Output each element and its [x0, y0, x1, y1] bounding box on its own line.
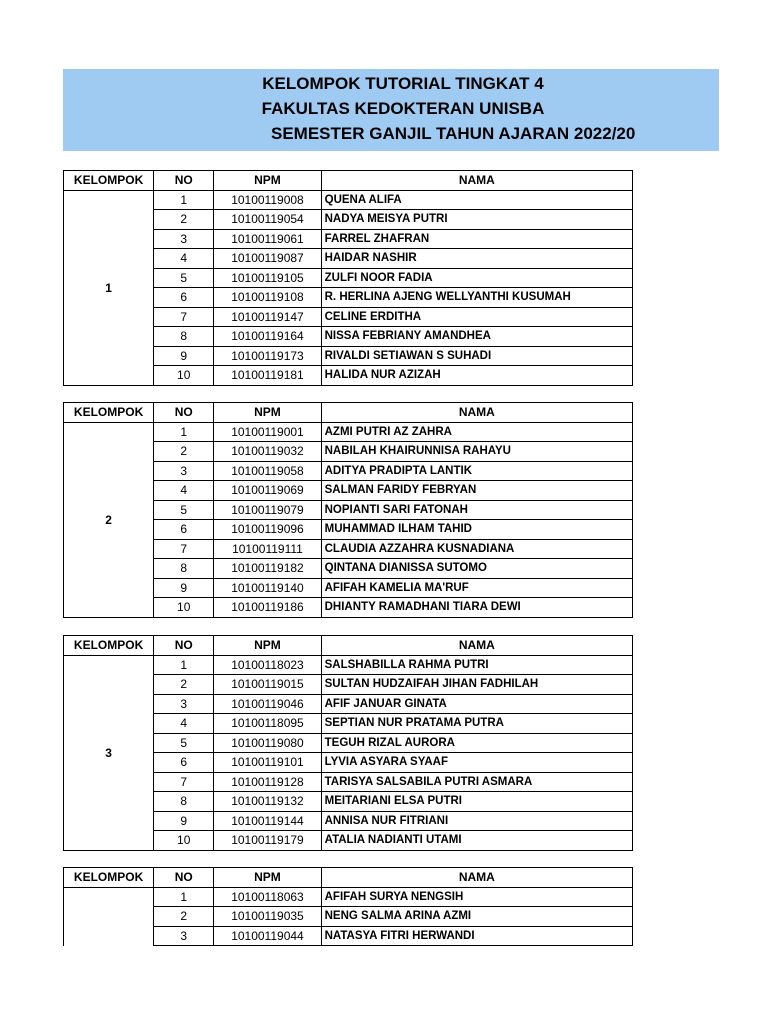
header-no: NO — [154, 636, 214, 656]
table-row — [64, 655, 633, 675]
nama-cell: HAIDAR NASHIR — [321, 249, 632, 269]
header-npm: NPM — [214, 636, 321, 656]
npm-cell: 10100118063 — [214, 887, 321, 907]
nama-cell: RIVALDI SETIAWAN S SUHADI — [321, 346, 632, 366]
header-npm: NPM — [214, 171, 321, 191]
no-cell: 9 — [154, 578, 214, 598]
nama-cell: NENG SALMA ARINA AZMI — [321, 907, 632, 927]
nama-cell: DHIANTY RAMADHANI TIARA DEWI — [321, 598, 632, 618]
no-cell: 3 — [154, 926, 214, 946]
npm-cell: 10100119008 — [214, 190, 321, 210]
nama-cell: MUHAMMAD ILHAM TAHID — [321, 520, 632, 540]
no-cell: 5 — [154, 500, 214, 520]
nama-cell: AFIFAH SURYA NENGSIH — [321, 887, 632, 907]
npm-cell: 10100119079 — [214, 500, 321, 520]
kelompok-cell: 3 — [64, 655, 154, 850]
no-cell: 6 — [154, 288, 214, 308]
nama-cell: SALMAN FARIDY FEBRYAN — [321, 481, 632, 501]
npm-cell: 10100119054 — [214, 210, 321, 230]
header-no: NO — [154, 868, 214, 888]
no-cell: 8 — [154, 559, 214, 579]
group-table-3 — [63, 635, 633, 851]
no-cell: 9 — [154, 346, 214, 366]
nama-cell: SEPTIAN NUR PRATAMA PUTRA — [321, 714, 632, 734]
npm-cell: 10100119173 — [214, 346, 321, 366]
header-nama: NAMA — [321, 403, 632, 423]
npm-cell: 10100118023 — [214, 655, 321, 675]
no-cell: 7 — [154, 307, 214, 327]
nama-cell: NISSA FEBRIANY AMANDHEA — [321, 327, 632, 347]
npm-cell: 10100119087 — [214, 249, 321, 269]
nama-cell: NATASYA FITRI HERWANDI — [321, 926, 632, 946]
no-cell: 3 — [154, 461, 214, 481]
nama-cell: ATALIA NADIANTI UTAMI — [321, 831, 632, 851]
title-line-1: KELOMPOK TUTORIAL TINGKAT 4 — [262, 74, 544, 93]
title-line-2: FAKULTAS KEDOKTERAN UNISBA — [261, 99, 545, 118]
nama-cell: TEGUH RIZAL AURORA — [321, 733, 632, 753]
kelompok-cell: 2 — [64, 422, 154, 617]
no-cell: 8 — [154, 327, 214, 347]
nama-cell: CLAUDIA AZZAHRA KUSNADIANA — [321, 539, 632, 559]
npm-cell: 10100119080 — [214, 733, 321, 753]
no-cell: 4 — [154, 249, 214, 269]
npm-cell: 10100119001 — [214, 422, 321, 442]
nama-cell: ZULFI NOOR FADIA — [321, 268, 632, 288]
npm-cell: 10100119069 — [214, 481, 321, 501]
npm-cell: 10100118095 — [214, 714, 321, 734]
nama-cell: CELINE ERDITHA — [321, 307, 632, 327]
no-cell: 2 — [154, 442, 214, 462]
npm-cell: 10100119132 — [214, 792, 321, 812]
no-cell: 1 — [154, 190, 214, 210]
npm-cell: 10100119128 — [214, 772, 321, 792]
npm-cell: 10100119105 — [214, 268, 321, 288]
no-cell: 5 — [154, 733, 214, 753]
npm-cell: 10100119164 — [214, 327, 321, 347]
no-cell: 3 — [154, 694, 214, 714]
no-cell: 10 — [154, 366, 214, 386]
header-kelompok: KELOMPOK — [64, 636, 154, 656]
title-banner — [63, 69, 719, 151]
npm-cell: 10100119044 — [214, 926, 321, 946]
nama-cell: LYVIA ASYARA SYAAF — [321, 753, 632, 773]
header-nama: NAMA — [321, 636, 632, 656]
npm-cell: 10100119140 — [214, 578, 321, 598]
no-cell: 2 — [154, 675, 214, 695]
header-row — [64, 868, 633, 888]
title-line-3: SEMESTER GANJIL TAHUN AJARAN 2022/20 — [271, 124, 636, 143]
no-cell: 4 — [154, 714, 214, 734]
nama-cell: AFIF JANUAR GINATA — [321, 694, 632, 714]
no-cell: 1 — [154, 655, 214, 675]
header-row — [64, 636, 633, 656]
header-no: NO — [154, 403, 214, 423]
no-cell: 5 — [154, 268, 214, 288]
nama-cell: NABILAH KHAIRUNNISA RAHAYU — [321, 442, 632, 462]
group-table-4 — [63, 867, 633, 946]
header-row — [64, 171, 633, 191]
no-cell: 7 — [154, 772, 214, 792]
group-table-1 — [63, 170, 633, 386]
header-no: NO — [154, 171, 214, 191]
no-cell: 6 — [154, 753, 214, 773]
nama-cell: SALSHABILLA RAHMA PUTRI — [321, 655, 632, 675]
nama-cell: HALIDA NUR AZIZAH — [321, 366, 632, 386]
npm-cell: 10100119035 — [214, 907, 321, 927]
nama-cell: TARISYA SALSABILA PUTRI ASMARA — [321, 772, 632, 792]
npm-cell: 10100119061 — [214, 229, 321, 249]
nama-cell: MEITARIANI ELSA PUTRI — [321, 792, 632, 812]
npm-cell: 10100119181 — [214, 366, 321, 386]
nama-cell: AZMI PUTRI AZ ZAHRA — [321, 422, 632, 442]
npm-cell: 10100119182 — [214, 559, 321, 579]
header-row — [64, 403, 633, 423]
nama-cell: NADYA MEISYA PUTRI — [321, 210, 632, 230]
npm-cell: 10100119015 — [214, 675, 321, 695]
table-row — [64, 190, 633, 210]
no-cell: 10 — [154, 831, 214, 851]
npm-cell: 10100119096 — [214, 520, 321, 540]
npm-cell: 10100119144 — [214, 811, 321, 831]
npm-cell: 10100119032 — [214, 442, 321, 462]
nama-cell: QUENA ALIFA — [321, 190, 632, 210]
npm-cell: 10100119186 — [214, 598, 321, 618]
nama-cell: R. HERLINA AJENG WELLYANTHI KUSUMAH — [321, 288, 632, 308]
nama-cell: SULTAN HUDZAIFAH JIHAN FADHILAH — [321, 675, 632, 695]
no-cell: 7 — [154, 539, 214, 559]
no-cell: 6 — [154, 520, 214, 540]
nama-cell: QINTANA DIANISSA SUTOMO — [321, 559, 632, 579]
table-row — [64, 887, 633, 907]
header-kelompok: KELOMPOK — [64, 868, 154, 888]
nama-cell: AFIFAH KAMELIA MA'RUF — [321, 578, 632, 598]
npm-cell: 10100119101 — [214, 753, 321, 773]
npm-cell: 10100119058 — [214, 461, 321, 481]
no-cell: 3 — [154, 229, 214, 249]
no-cell: 9 — [154, 811, 214, 831]
no-cell: 1 — [154, 887, 214, 907]
no-cell: 4 — [154, 481, 214, 501]
nama-cell: ADITYA PRADIPTA LANTIK — [321, 461, 632, 481]
no-cell: 1 — [154, 422, 214, 442]
nama-cell: ANNISA NUR FITRIANI — [321, 811, 632, 831]
group-table-2 — [63, 402, 633, 618]
table-row — [64, 422, 633, 442]
header-kelompok: KELOMPOK — [64, 171, 154, 191]
kelompok-cell: 1 — [64, 190, 154, 385]
no-cell: 10 — [154, 598, 214, 618]
npm-cell: 10100119147 — [214, 307, 321, 327]
nama-cell: NOPIANTI SARI FATONAH — [321, 500, 632, 520]
header-kelompok: KELOMPOK — [64, 403, 154, 423]
npm-cell: 10100119046 — [214, 694, 321, 714]
no-cell: 2 — [154, 210, 214, 230]
nama-cell: FARREL ZHAFRAN — [321, 229, 632, 249]
kelompok-cell — [64, 887, 154, 946]
npm-cell: 10100119108 — [214, 288, 321, 308]
header-nama: NAMA — [321, 868, 632, 888]
npm-cell: 10100119179 — [214, 831, 321, 851]
npm-cell: 10100119111 — [214, 539, 321, 559]
header-npm: NPM — [214, 868, 321, 888]
no-cell: 2 — [154, 907, 214, 927]
header-npm: NPM — [214, 403, 321, 423]
no-cell: 8 — [154, 792, 214, 812]
header-nama: NAMA — [321, 171, 632, 191]
